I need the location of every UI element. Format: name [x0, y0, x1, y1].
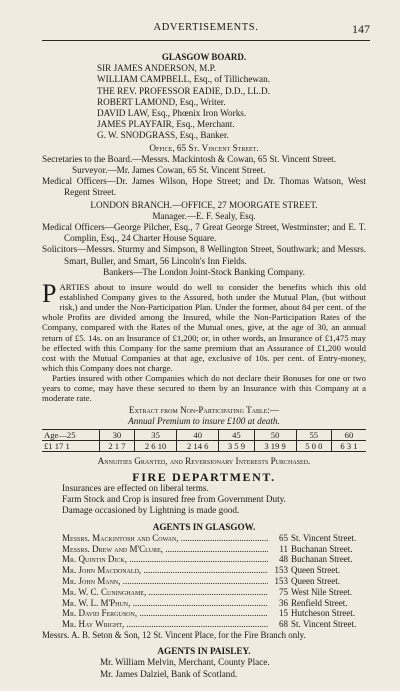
table-cell: 5 0 0 [296, 440, 331, 451]
agent-name: Mr. Hay Wright, ..... [62, 619, 268, 630]
fire-line: Farm Stock and Crop is insured free from Government Duty. [62, 494, 286, 505]
table-cell: 60 [331, 429, 366, 440]
board-member: G. W. SNODGRASS, Esq., Banker. [97, 130, 229, 141]
list-item [62, 587, 366, 598]
agent-name: Messrs. Drew and M'Clure, ..... [62, 544, 268, 555]
agent-number: 65 [279, 532, 288, 543]
agent-street: Buchanan Street. [291, 543, 353, 554]
secretaries: Secretaries to the Board.—Messrs. Mackintosh & Cowan, 65 St. Vincent Street. [42, 153, 336, 164]
agent-street: Buchanan Street. [291, 554, 353, 565]
glasgow-board-heading: GLASGOW BOARD. [161, 52, 247, 62]
board-member: JAMES PLAYFAIR, Esq., Merchant. [97, 119, 235, 130]
fire-line: Damage occasioned by Lightning is made good. [62, 505, 240, 516]
agent-street: Queen Street. [291, 565, 340, 576]
premium-table-heading: Extract from Non-Participating Table:— [128, 405, 280, 416]
agents-glasgow-list [42, 533, 366, 630]
agent-street: Renfield Street. [291, 597, 348, 608]
premium-table [42, 429, 366, 452]
agent-street: Hutcheson Street. [291, 608, 355, 619]
table-cell: 30 [99, 429, 134, 440]
running-head-title: ADVERTISEMENTS. [153, 22, 259, 33]
agent-name: Mr. John Mann, ..... [62, 576, 268, 587]
glasgow-board-members [42, 63, 366, 141]
table-row [42, 440, 366, 451]
glasgow-medical-officers: Medical Officers—Dr. James Wilson, Hope Street; and Dr. Thomas Watson, West Regent Street. [42, 176, 366, 198]
list-item [62, 598, 366, 609]
agent-name: Mr. W. C. Cuninghame, ..... [62, 587, 268, 598]
table-cell: 55 [296, 429, 331, 440]
agent-number: 75 [279, 586, 288, 597]
london-medical-officers: Medical Officers—George Pilcher, Esq., 7 Great George Street, Westminster; and E. T. Complin, Esq., 24 Charter House Square. [42, 222, 366, 244]
agent-number: 36 [279, 597, 288, 608]
fire-department-heading: FIRE DEPARTMENT. [132, 469, 276, 484]
agent-street: Queen Street. [291, 576, 340, 586]
table-cell: 3 19 9 [254, 440, 296, 451]
fire-department-lines [42, 483, 366, 517]
agents-paisley-list [42, 657, 366, 679]
board-member: SIR JAMES ANDERSON, M.P. [97, 63, 216, 74]
list-item [62, 619, 366, 630]
annuities-line: Annuities Granted, and Reversionary Interests Purchased. [97, 455, 311, 466]
london-solicitors: Solicitors—Messrs. Sturmy and Simpson, 8 Wellington Street, Southwark; and Messrs. Smart, Buller, and Smart, 56 Lincoln's Inn Fields. [42, 244, 366, 266]
list-item [62, 576, 366, 587]
agent-number: 15 [279, 608, 288, 619]
agent-street: St. Vincent Street. [291, 619, 357, 630]
table-cell: 2 1 7 [99, 440, 134, 451]
agent-name: Mr. John Macdonald, ..... [62, 565, 268, 576]
london-manager: Manager.—E. F. Sealy, Esq. [152, 210, 256, 221]
list-item: Mr. James Dalziel, Bank of Scotland. [100, 668, 238, 679]
table-cell: 2 6 10 [135, 440, 177, 451]
london-bankers: Bankers—The London Joint-Stock Banking Company. [103, 266, 305, 277]
agents-glasgow-heading: AGENTS IN GLASGOW. [152, 521, 256, 532]
participation-text-1: ARTIES about to insure would do well to consider the benefits which this old established Company gives to the Assured, both under the Mutual Plan, (but without risk,) and under the Non-Participation Plan. Under the former, about 84 per cent. of the whole Profits are divided among the Insured, while the Non-Participation Rates of the Company, compared with the Rates of the Mutual ones, give, at the age of 30, an annual return of £5. 14s. on an Insurance of £1,200; or, in other words, an Insurance of £1,475 may be effected with this Company for the same premium that an Assurance of £1,200 would cost with the Mutual Companies at that age, exclusive of 10s. per cent. of Entry-money, which this Company does not charge. [42, 282, 366, 373]
agent-street: West Nile Street. [291, 586, 353, 597]
list-item [62, 544, 366, 555]
agent-name: Mr. W. L. M'Phun, ..... [62, 598, 268, 609]
list-item [62, 608, 366, 619]
header-rule [42, 40, 370, 41]
table-row [42, 429, 366, 440]
table-cell: 3 5 9 [219, 440, 254, 451]
premium-table-caption: Annual Premium to insure £100 at death. [128, 416, 280, 427]
agent-number: 153 [274, 565, 288, 576]
list-item [62, 565, 366, 576]
table-cell: Age—25 [42, 429, 99, 440]
london-branch-heading: LONDON BRANCH.—OFFICE, 27 MOORGATE STREET. [90, 199, 318, 210]
board-member: DAVID LAW, Esq., Phœnix Iron Works. [97, 108, 247, 119]
agent-number: 153 [274, 576, 288, 586]
page-number: 147 [352, 22, 370, 36]
table-cell: 50 [254, 429, 296, 440]
agent-name: Messrs. Mackintosh and Cowan, ..... [62, 533, 268, 544]
table-cell: 35 [135, 429, 177, 440]
advertisement-body [42, 52, 366, 680]
agent-name: Mr. David Ferguson, ..... [62, 608, 268, 619]
table-cell: 6 3 1 [331, 440, 366, 451]
agent-street: St. Vincent Street. [291, 532, 357, 543]
table-cell: 2 14 6 [177, 440, 219, 451]
table-cell: £1 17 1 [44, 440, 70, 451]
list-item [62, 533, 366, 544]
agent-number: 68 [279, 619, 288, 630]
participation-paragraph [42, 279, 366, 373]
list-item: Mr. William Melvin, Merchant, County Place. [100, 657, 270, 668]
board-member: ROBERT LAMOND, Esq., Writer. [97, 96, 226, 107]
dropcap: P [42, 279, 57, 309]
board-member: WILLIAM CAMPBELL, Esq., of Tillichewan. [97, 74, 271, 85]
glasgow-office: Office, 65 St. Vincent Street. [149, 142, 259, 153]
agent-number: 11 [279, 543, 288, 554]
agent-name: Mr. Quintin Dick, ..... [62, 554, 268, 565]
agent-number: 48 [279, 554, 288, 565]
board-member: THE REV. PROFESSOR EADIE, D.D., LL.D. [97, 85, 270, 96]
agents-paisley-heading: AGENTS IN PAISLEY. [157, 646, 251, 657]
table-cell: 45 [219, 429, 254, 440]
fire-line: Insurances are effected on liberal terms. [62, 483, 209, 493]
surveyor: Surveyor.—Mr. James Cowan, 65 St. Vincent Street. [72, 165, 266, 176]
list-item [62, 554, 366, 565]
running-head [42, 22, 370, 36]
fire-branch-footnote: Messrs. A. B. Seton & Son, 12 St. Vincent Place, for the Fire Branch only. [42, 629, 306, 640]
participation-text-2: Parties insured with other Companies which do not declare their Bonuses for one or two years to come, may have these secured to them by an Insurance with this Company at a moderate rate. [42, 372, 366, 404]
table-cell: 40 [177, 429, 219, 440]
